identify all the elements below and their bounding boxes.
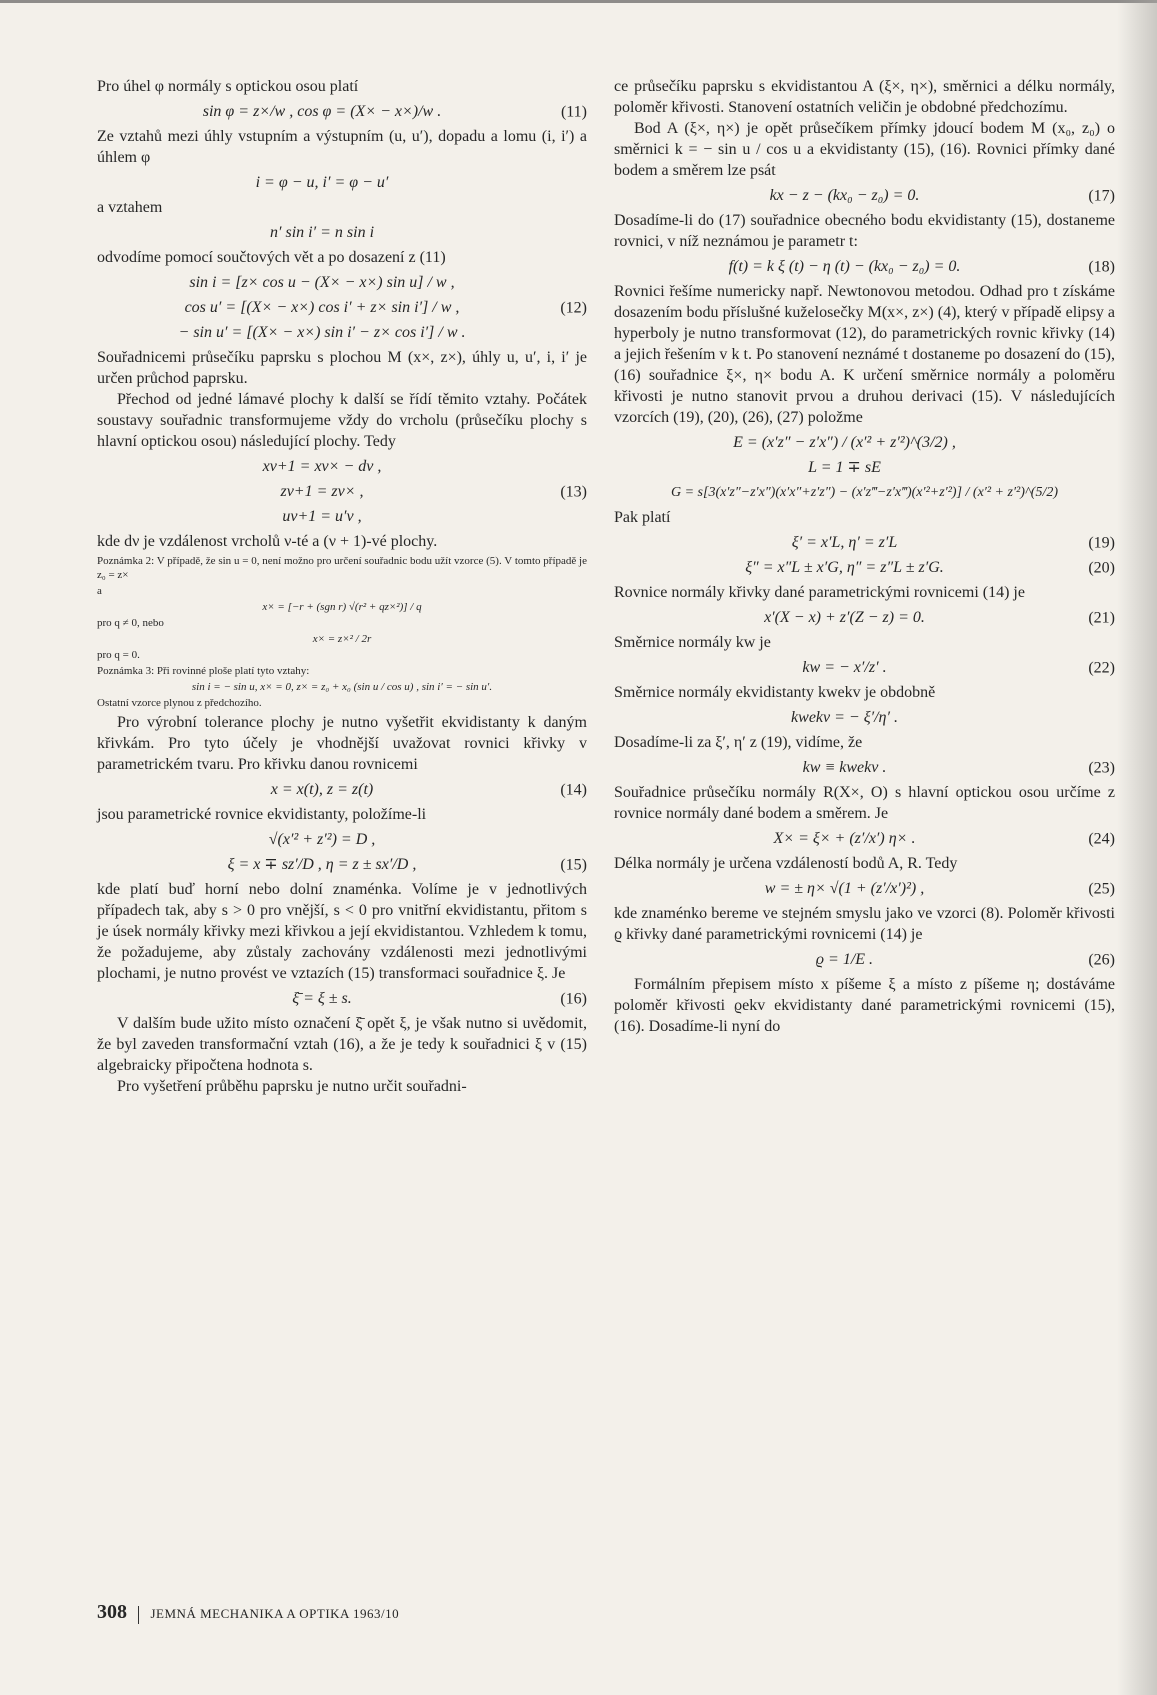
paragraph: Pro úhel φ normály s optickou osou platí	[97, 78, 359, 95]
paragraph: kde dν je vzdálenost vrcholů ν-té a (ν + 1)-vé plochy.	[97, 533, 438, 550]
equation-body: kw ≡ kwekv .	[802, 759, 887, 776]
equation-body: ξ′ = x′L, η′ = z′L	[791, 534, 898, 551]
footnote: Ostatní vzorce plynou z předchozího.	[97, 697, 262, 709]
equation-number: (26)	[1088, 951, 1115, 968]
equation-number: (11)	[560, 103, 587, 120]
equation-number: (20)	[1088, 559, 1115, 576]
equation	[614, 707, 1115, 728]
equation-body: w = ± η× √(1 + (z′/x′)²) ,	[764, 880, 925, 897]
equation-body: ξ″ = x″L ± x′G, η″ = z″L ± z′G.	[745, 559, 944, 576]
equation-number: (16)	[560, 990, 587, 1007]
paragraph: Směrnice normály kw je	[614, 634, 771, 651]
equation-body: x′(X − x) + z′(Z − z) = 0.	[764, 609, 925, 626]
page-edge-shadow	[1117, 0, 1157, 1695]
equation	[97, 481, 587, 502]
paragraph: Pro výrobní tolerance plochy je nutno vyšetřit ekvidistanty k daným křivkám. Pro tyto účely je vhodnější uvažovat rovnici křivky v parametrickém tvaru. Pro křivku danou rovnicemi	[97, 714, 587, 773]
paragraph: Souřadnicemi průsečíku paprsku s plochou M (x×, z×), úhly u, u′, i, i′ je určen průchod paprsku.	[97, 349, 587, 387]
equation-body: E = (x′z″ − z′x″) / (x′² + z′²)^(3/2) ,	[733, 434, 956, 451]
paragraph: Ze vztahů mezi úhly vstupním a výstupním (u, u′), dopadu a lomu (i, i′) a úhlem φ	[97, 128, 587, 166]
equation-number: (17)	[1088, 187, 1115, 204]
footnote: Poznámka 3: Při rovinné ploše platí tyto vztahy:	[97, 665, 310, 677]
equation-number: (18)	[1088, 258, 1115, 275]
footnote: a	[97, 585, 102, 597]
equation	[614, 256, 1115, 277]
equation-body: X× = ξ× + (z′/x′) η× .	[773, 830, 916, 847]
footnote: pro q = 0.	[97, 649, 140, 661]
equation-body: ξ̄ = ξ ± s.	[292, 990, 352, 1007]
paragraph: kde znaménko bereme ve stejném smyslu jako ve vzorci (8). Poloměr křivosti ϱ křivky dané parametrickými rovnicemi (14) je	[614, 905, 1115, 943]
equation	[614, 457, 1115, 478]
equation	[97, 272, 587, 293]
equation	[614, 532, 1115, 553]
equation	[614, 657, 1115, 678]
equation-number: (22)	[1088, 659, 1115, 676]
equation-body: kwekv = − ξ′/η′ .	[791, 709, 898, 726]
equation-body: zν+1 = zν× ,	[280, 483, 364, 500]
equation-number: (15)	[560, 856, 587, 873]
page-footer	[97, 1601, 399, 1624]
equation	[97, 172, 587, 193]
paragraph: Směrnice normály ekvidistanty kwekv je obdobně	[614, 684, 936, 701]
equation-number: (13)	[560, 483, 587, 500]
equation	[97, 456, 587, 477]
equation-body: kx − z − (kx₀ − z₀) = 0.	[769, 187, 920, 204]
page-top-edge	[0, 0, 1157, 3]
equation-body: kw = − x′/z′ .	[802, 659, 887, 676]
equation	[97, 779, 587, 800]
paragraph: kde platí buď horní nebo dolní znaménka. Volíme je v jednotlivých případech tak, aby s > 0 pro vnější, s < 0 pro vnitřní ekvidistantu, přitom s je úsek normály křivky mezi křivkou a její ekvidistantou. Vzhledem k tomu, že požadujeme, aby zůstaly zachovány vzdálenosti mezi jednotlivými plochami, je nutno provést ve vztazích (15) transformaci souřadnice ξ. Je	[97, 881, 587, 982]
equation-body: f(t) = k ξ (t) − η (t) − (kx₀ − z₀) = 0.	[728, 258, 961, 275]
equation-body: L = 1 ∓ sE	[808, 459, 881, 476]
paragraph: odvodíme pomocí součtových vět a po dosazení z (11)	[97, 249, 446, 266]
equation	[97, 506, 587, 527]
equation	[614, 432, 1115, 453]
equation-body: sin i = [z× cos u − (X× − x×) sin u] / w ,	[189, 274, 455, 291]
footnote-equation: sin i = − sin u, x× = 0, z× = z₀ + x₀ (sin u / cos u) , sin i′ = − sin u′.	[191, 681, 493, 693]
equation	[97, 988, 587, 1009]
equation	[614, 482, 1115, 503]
footnote-equation: x× = [−r + (sgn r) √(r² + qz×²)] / q	[262, 601, 422, 613]
equation-body: − sin u′ = [(X× − x×) sin i′ − z× cos i′] / w .	[178, 324, 466, 341]
paragraph: Souřadnice průsečíku normály R(X×, O) s hlavní optickou osou určíme z rovnice normály dané bodem a směrem. Je	[614, 784, 1115, 822]
equation	[97, 101, 587, 122]
equation-body: n′ sin i′ = n sin i	[269, 224, 375, 241]
equation	[97, 854, 587, 875]
paragraph: Přechod od jedné lámavé plochy k další se řídí těmito vztahy. Počátek soustavy souřadnic transformujeme vždy do vrcholu (průsečíku plochy s hlavní optickou osou) následující plochy. Tedy	[97, 391, 587, 450]
equation-body: cos u′ = [(X× − x×) cos i′ + z× sin i′] / w ,	[184, 299, 460, 316]
footnote-equation: x× = z×² / 2r	[312, 633, 372, 645]
paragraph: Pro vyšetření průběhu paprsku je nutno určit souřadni-	[117, 1078, 467, 1095]
paragraph: Délka normály je určena vzdáleností bodů A, R. Tedy	[614, 855, 958, 872]
equation-body: ϱ = 1/E .	[815, 951, 874, 968]
footnote: Poznámka 2: V případě, že sin u = 0, není možno pro určení souřadnic bodu užít vzorce (5). V tomto případě je z₀ = z×	[97, 555, 587, 581]
equation-body: ξ = x ∓ sz′/D , η = z ± sx′/D ,	[227, 856, 417, 873]
equation-body: √(x′² + z′²) = D ,	[268, 831, 376, 848]
paragraph: ce průsečíku paprsku s ekvidistantou A (ξ×, η×), směrnici a délku normály, poloměr křivosti. Stanovení ostatních veličin je obdobné předchozímu.	[614, 78, 1115, 116]
equation	[614, 828, 1115, 849]
equation	[614, 949, 1115, 970]
equation	[614, 557, 1115, 578]
equation	[614, 757, 1115, 778]
paragraph: Bod A (ξ×, η×) je opět průsečíkem přímky jdoucí bodem M (x₀, z₀) o směrnici k = − sin u / cos u a ekvidistanty (15), (16). Rovnici přímky dané bodem a směrem lze psát	[614, 120, 1115, 179]
footnote: pro q ≠ 0, nebo	[97, 617, 164, 629]
paragraph: Formálním přepisem místo x píšeme ξ a místo z píšeme η; dostáváme poloměr křivosti ϱekv ekvidistanty dané parametrickými rovnicemi (15), (16). Dosadíme-li nyní do	[614, 976, 1115, 1035]
paragraph: Pak platí	[614, 509, 671, 526]
equation-body: sin φ = z×/w , cos φ = (X× − x×)/w .	[202, 103, 442, 120]
equation-body: i = φ − u, i′ = φ − u′	[255, 174, 389, 191]
equation-number: (12)	[560, 299, 587, 316]
equation	[614, 607, 1115, 628]
right-column	[614, 76, 1115, 1037]
equation	[97, 222, 587, 243]
equation	[97, 829, 587, 850]
paragraph: jsou parametrické rovnice ekvidistanty, položíme-li	[97, 806, 427, 823]
page-number: 308	[97, 1601, 127, 1623]
paragraph: Dosadíme-li do (17) souřadnice obecného bodu ekvidistanty (15), dostaneme rovnici, v níž neznámou je parametr t:	[614, 212, 1115, 250]
equation-number: (25)	[1088, 880, 1115, 897]
equation-number: (24)	[1088, 830, 1115, 847]
paragraph: Rovnici řešíme numericky např. Newtonovou metodou. Odhad pro t získáme dosazením bodu příslušné kuželosečky M(x×, z×) (4), který v případě elipsy a hyperboly je nutno transformovat (12), do parametrických rovnic křivky (14) a jejich řešením v k t. Po stanovení neznámé t dostaneme po dosazení do (15), (16) souřadnice ξ×, η× bodu A. K určení směrnice normály a poloměru křivosti je nutno stanovit prvou a druhou derivaci (15). V následujících vzorcích (19), (20), (26), (27) položme	[614, 283, 1115, 426]
equation-number: (19)	[1088, 534, 1115, 551]
equation-body: G = s[3(x′z″−z′x″)(x′x″+z′z″) − (x′z‴−z′x‴)(x′²+z′²)] / (x′² + z′²)^(5/2)	[670, 485, 1058, 500]
equation-body: uν+1 = u′ν ,	[282, 508, 362, 525]
left-column	[97, 76, 587, 1097]
footer-divider	[138, 1606, 139, 1624]
paragraph: a vztahem	[97, 199, 163, 216]
equation-number: (23)	[1088, 759, 1115, 776]
paragraph: Dosadíme-li za ξ′, η′ z (19), vidíme, že	[614, 734, 863, 751]
equation-body: xν+1 = xν× − dν ,	[262, 458, 382, 475]
equation-body: x = x(t), z = z(t)	[270, 781, 374, 798]
paragraph: Rovnice normály křivky dané parametrickými rovnicemi (14) je	[614, 584, 1025, 601]
equation	[97, 322, 587, 343]
equation-number: (21)	[1088, 609, 1115, 626]
equation	[614, 185, 1115, 206]
equation	[614, 878, 1115, 899]
equation	[97, 297, 587, 318]
journal-title: JEMNÁ MECHANIKA A OPTIKA 1963/10	[150, 1606, 400, 1621]
paragraph: V dalším bude užito místo označení ξ̄ opět ξ, je však nutno si uvědomit, že byl zaveden transformační vztah (16), a že je tedy k souřadnici ξ v (15) algebraicky připočtena hodnota s.	[97, 1015, 587, 1074]
equation-number: (14)	[560, 781, 587, 798]
